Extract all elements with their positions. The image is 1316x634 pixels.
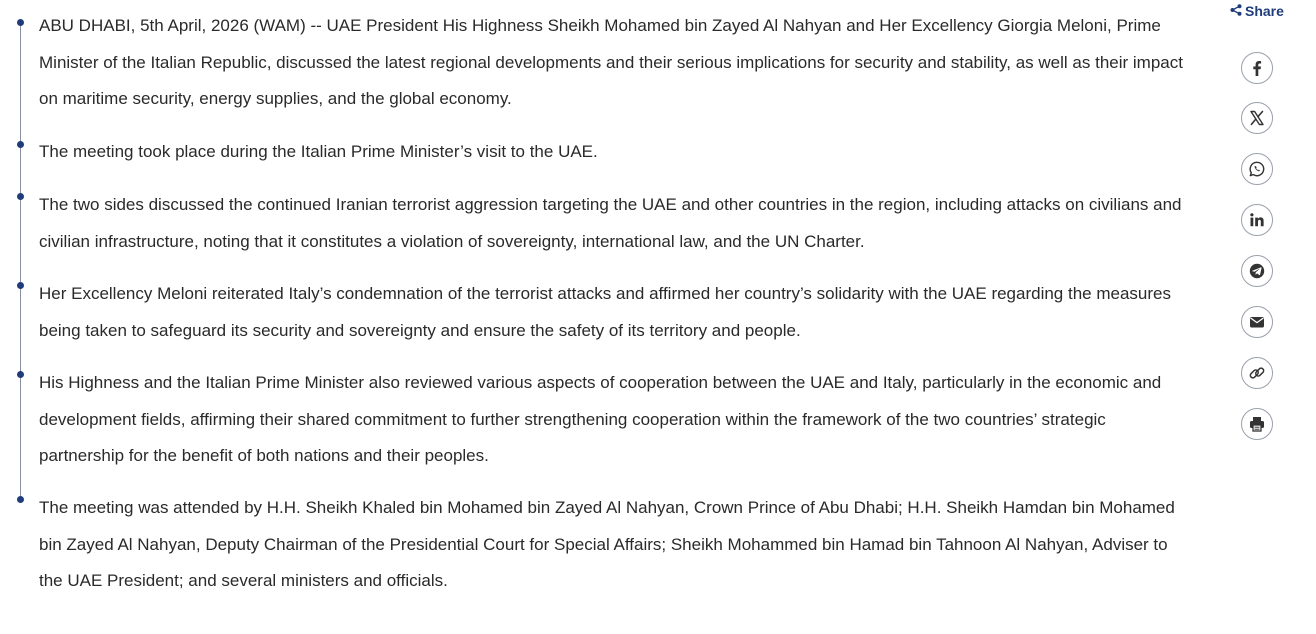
share-telegram-button[interactable] — [1241, 255, 1273, 287]
email-icon — [1248, 313, 1266, 331]
timeline-dot — [17, 141, 24, 148]
whatsapp-icon — [1248, 160, 1266, 178]
article-paragraph: The two sides discussed the continued Iranian terrorist aggression targeting the UAE and other countries in the region, including attacks on civilians and civilian infrastructure, noting that it constitutes a violation of sovereignty, international law, and the UN Charter. — [39, 195, 1182, 251]
share-panel — [1225, 0, 1295, 460]
article-paragraph: The meeting was attended by H.H. Sheikh Khaled bin Mohamed bin Zayed Al Nahyan, Crown Prince of Abu Dhabi; H.H. Sheikh Hamdan bin Mohamed bin Zayed Al Nahyan, Deputy Chairman of the Presidential Court for Special Affairs; Sheikh Mohammed bin Hamad bin Tahnoon Al Nahyan, Adviser to the UAE President; and several ministers and officials. — [39, 498, 1175, 590]
timeline-dot — [17, 193, 24, 200]
timeline-line — [20, 22, 21, 498]
x-icon — [1248, 109, 1266, 127]
article-paragraph: ABU DHABI, 5th April, 2026 (WAM) -- UAE President His Highness Sheikh Mohamed bin Zayed Al Nahyan and Her Excellency Giorgia Meloni, Prime Minister of the Italian Republic, discussed the latest regional developments and their serious implications for security and stability, as well as their impact on maritime security, energy supplies, and the global economy. — [39, 16, 1183, 108]
copy-link-icon — [1248, 364, 1266, 382]
article-paragraph: Her Excellency Meloni reiterated Italy’s condemnation of the terrorist attacks and affirmed her country’s solidarity with the UAE regarding the measures being taken to safeguard its security and sovereignty and ensure the safety of its territory and people. — [39, 284, 1171, 340]
share-email-button[interactable] — [1241, 306, 1273, 338]
share-linkedin-button[interactable] — [1241, 204, 1273, 236]
timeline-dot — [17, 282, 24, 289]
facebook-icon — [1248, 59, 1266, 77]
share-copy-link-button[interactable] — [1241, 357, 1273, 389]
share-label: Share — [1245, 3, 1284, 19]
timeline-dot — [17, 496, 24, 503]
linkedin-icon — [1248, 211, 1266, 229]
share-header — [1230, 3, 1284, 19]
print-icon — [1248, 415, 1266, 433]
telegram-icon — [1248, 262, 1266, 280]
article-paragraph: The meeting took place during the Italian Prime Minister’s visit to the UAE. — [39, 142, 598, 161]
article-paragraph: His Highness and the Italian Prime Minister also reviewed various aspects of cooperation between the UAE and Italy, particularly in the economic and development fields, affirming their shared commitment to further strengthening cooperation within the framework of the two countries’ strategic partnership for the benefit of both nations and their peoples. — [39, 373, 1162, 465]
timeline-dot — [17, 19, 24, 26]
share-facebook-button[interactable] — [1241, 52, 1273, 84]
share-icon — [1230, 3, 1242, 19]
share-whatsapp-button[interactable] — [1241, 153, 1273, 185]
share-print-button[interactable] — [1241, 408, 1273, 440]
share-x-button[interactable] — [1241, 102, 1273, 134]
timeline-dot — [17, 371, 24, 378]
